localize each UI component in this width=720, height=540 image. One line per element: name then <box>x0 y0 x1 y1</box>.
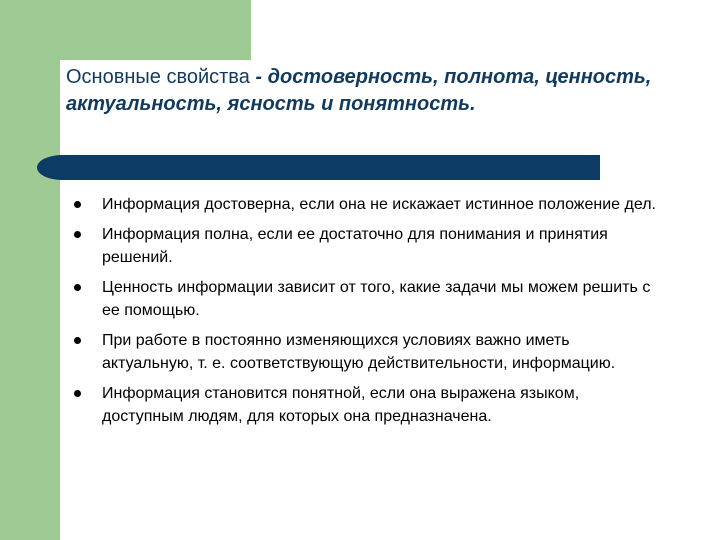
divider-bar <box>59 155 600 180</box>
bullet-item <box>74 223 664 269</box>
title-divider <box>37 155 600 180</box>
title-emphasis-text: - достоверность, полнота, ценность, актуальность, ясность и понятность. <box>66 66 652 115</box>
bullet-item <box>74 276 664 322</box>
bullet-dot-icon <box>74 390 81 397</box>
title-normal-text: Основные свойства <box>66 66 250 88</box>
decorative-green-sidebar <box>0 0 60 540</box>
bullet-text: Информация достоверна, если она не искажает истинное положение дел. <box>102 196 656 213</box>
bullet-item <box>74 193 664 216</box>
bullet-dot-icon <box>74 284 81 291</box>
bullet-text: Информация полна, если ее достаточно для понимания и принятия решений. <box>102 226 608 266</box>
bullet-text: Ценность информации зависит от того, какие задачи мы можем решить с ее помощью. <box>102 279 651 319</box>
decorative-green-header-block <box>0 0 251 60</box>
bullet-dot-icon <box>74 201 81 208</box>
bullet-dot-icon <box>74 231 81 238</box>
bullet-text: При работе в постоянно изменяющихся условиях важно иметь актуальную, т. е. соответствующую действительности, информацию. <box>102 332 616 372</box>
bullet-text: Информация становится понятной, если она выражена языком, доступным людям, для которых она предназначена. <box>102 385 580 425</box>
bullet-list <box>74 193 664 435</box>
bullet-dot-icon <box>74 337 81 344</box>
bullet-item <box>74 382 664 428</box>
slide-title <box>66 64 666 118</box>
bullet-item <box>74 329 664 375</box>
